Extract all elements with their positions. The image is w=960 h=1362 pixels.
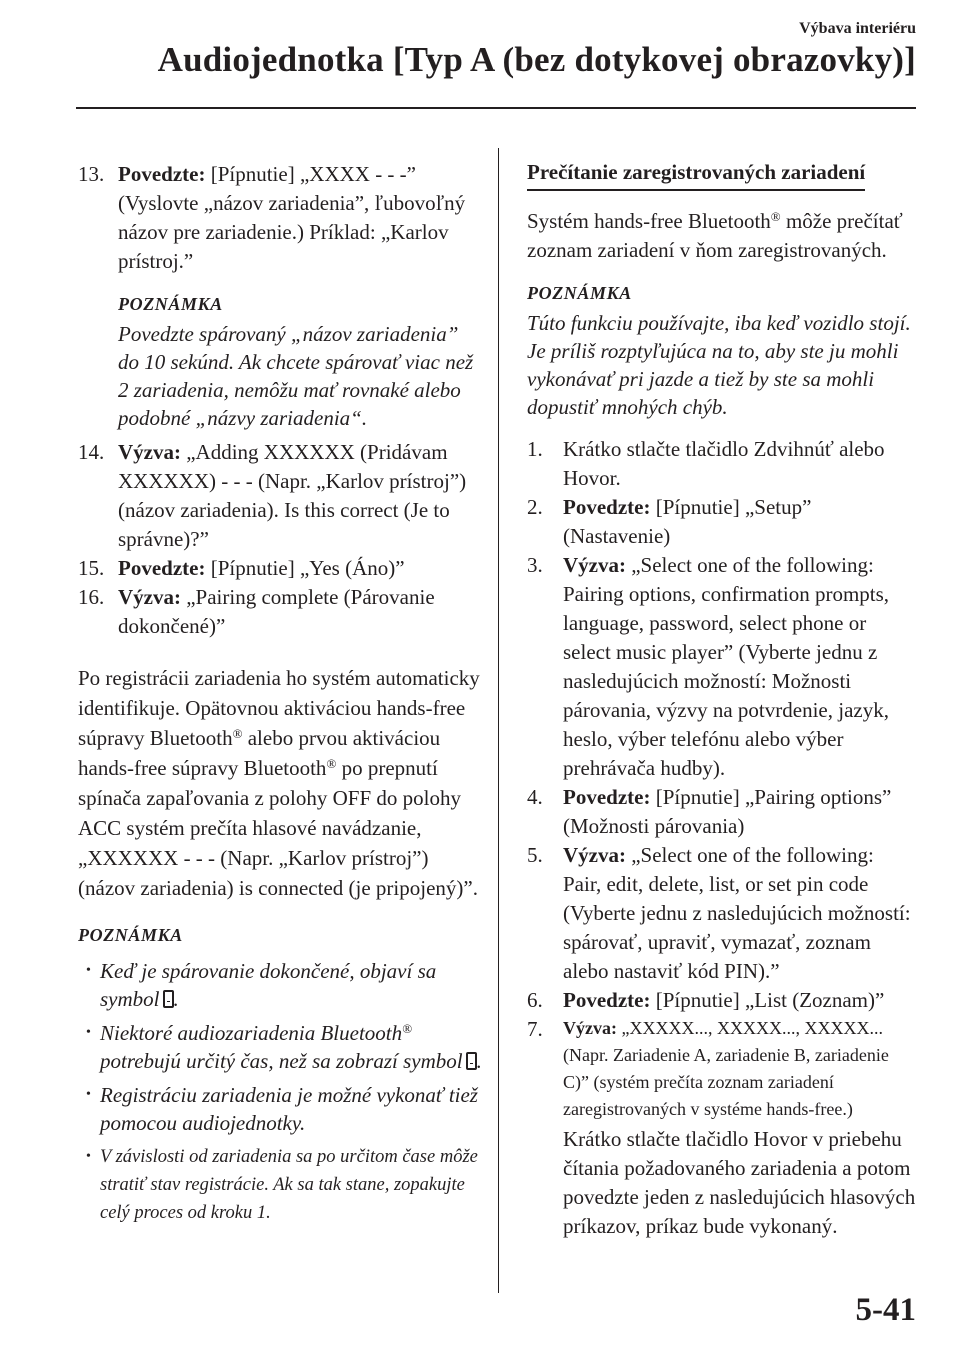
step-number: 5. — [527, 843, 543, 867]
step-4 — [527, 783, 917, 841]
step-number: 16. — [78, 585, 105, 609]
para-text: po prepnutí spínača zapaľovania z polohy OFF do polohy ACC systém prečíta hlasové navádzanie, „XXXXXX - - - (Napr. „Karlov prístroj”) (názov zariadenia) is connected (je pripojený)”. — [78, 756, 478, 900]
step-text: Krátko stlačte tlačidlo Zdvihnúť alebo Hovor. — [563, 437, 885, 490]
intro-paragraph — [527, 207, 917, 265]
section-title: Výbava interiéru — [799, 20, 916, 37]
step-text: „Select one of the following: Pair, edit, delete, list, or set pin code (Vyberte jednu z nasledujúcich možností: spárovať, upraviť, vymazať, zoznam alebo nastaviť kód PIN).” — [563, 843, 911, 983]
step-label: Výzva: — [118, 440, 181, 464]
step-label: Výzva: — [118, 585, 181, 609]
bullet-text: Keď je spárovanie dokončené, objaví sa symbol — [100, 959, 437, 1011]
bullet-text: Registráciu zariadenia je možné vykonať tiež pomocou audiojednotky. — [100, 1083, 478, 1135]
step-1 — [527, 435, 917, 493]
page-number: 5-41 — [855, 1292, 916, 1328]
bullet-text: Niektoré audiozariadenia Bluetooth — [100, 1021, 403, 1045]
step-number: 1. — [527, 437, 543, 461]
section-heading: Prečítanie zaregistrovaných zariadení — [527, 158, 865, 191]
bullet-text: V závislosti od zariadenia sa po určitom čase môže stratiť stav registrácie. Ak sa tak stane, zopakujte celý proces od kroku 1. — [100, 1147, 478, 1223]
note-text: Povedzte spárovaný „názov zariadenia” do 10 sekúnd. Ak chcete spárovať viac než 2 zariadenia, nemôžu mať rovnaké alebo podobné „názvy zariadenia“. — [118, 322, 474, 430]
note-bullet-list — [78, 957, 483, 1227]
step-number: 2. — [527, 495, 543, 519]
step-14 — [78, 438, 483, 554]
step-15 — [78, 554, 483, 583]
step-text: „Adding XXXXXX (Pridávam XXXXXX) - - - (Napr. „Karlov prístroj”) (názov zariadenia). Is this correct (Je to správne)?” — [118, 440, 467, 551]
note-text: Túto funkciu používajte, iba keď vozidlo stojí. Je príliš rozptyľujúca na to, aby ste ju mohli vykonávať pri jazde a tiež by ste sa mohli dopustiť mnohých chýb. — [527, 311, 911, 419]
note-registration — [78, 921, 483, 1227]
registered-mark: ® — [770, 209, 781, 224]
step-text: [Pípnutie] „Yes (Áno)” — [205, 556, 405, 580]
step-text: [Pípnutie] „XXXX - - -” (Vyslovte „názov zariadenia”, ľubovoľný názov pre zariadenie.) Príklad: „Karlov prístroj.” — [118, 162, 466, 273]
column-divider — [498, 148, 499, 1293]
note-title: POZNÁMKA — [527, 283, 632, 303]
registered-mark: ® — [326, 756, 337, 771]
phone-icon — [466, 1052, 477, 1070]
step-label: Povedzte: — [563, 495, 651, 519]
step-number: 4. — [527, 785, 543, 809]
step-text: „Select one of the following: Pairing options, confirmation prompts, language, password, select phone or select music player” (Vyberte jednu z nasledujúcich možností: Možnosti párovania, výzvy na potvrdenie, jazyk, heslo, výber telefónu alebo výber prehrávača hudby). — [563, 553, 890, 780]
steps-list — [527, 435, 917, 1241]
note-title: POZNÁMKA — [78, 925, 183, 945]
step-number: 15. — [78, 556, 105, 580]
step-text — [563, 1015, 917, 1123]
bullet-item: • Keď je spárovanie dokončené, objaví sa symbol . — [78, 957, 483, 1013]
left-column — [78, 160, 483, 1233]
step-label: Povedzte: — [563, 785, 651, 809]
note-title: POZNÁMKA — [118, 294, 223, 314]
step-5 — [527, 841, 917, 986]
page-title: Audiojednotka [Typ A (bez dotykovej obrazovky)] — [157, 40, 916, 79]
step-number: 13. — [78, 162, 105, 186]
right-column — [527, 158, 917, 1241]
step-number: 14. — [78, 440, 105, 464]
bullet-item — [78, 1081, 483, 1137]
step-7 — [527, 1015, 917, 1241]
note-usage — [527, 279, 917, 421]
step-6 — [527, 986, 917, 1015]
step-text: „XXXXX..., XXXXX..., XXXXX... (Napr. Zariadenie A, zariadenie B, zariadenie C)” (systém prečíta zoznam zariadení zaregistrovaných v systéme hands-free.) — [563, 1018, 889, 1119]
bullet-text: potrebujú určitý čas, než sa zobrazí symbol — [100, 1049, 463, 1073]
phone-icon — [163, 990, 174, 1008]
registered-mark: ® — [402, 1021, 413, 1036]
step-text: [Pípnutie] „Pairing options” (Možnosti párovania) — [563, 785, 892, 838]
header-divider — [76, 107, 916, 109]
step-text: [Pípnutie] „List (Zoznam)” — [650, 988, 885, 1012]
step-number: 6. — [527, 988, 543, 1012]
step-number: 3. — [527, 553, 543, 577]
bullet-item — [78, 1143, 483, 1227]
para-text: alebo prvou aktiváciou hands-free súpravy Bluetooth — [78, 726, 441, 780]
registration-paragraph — [78, 663, 483, 903]
step-number: 7. — [527, 1017, 543, 1041]
step-3 — [527, 551, 917, 783]
step-label: Povedzte: — [563, 988, 651, 1012]
step-text: Krátko stlačte tlačidlo Hovor v priebehu čítania požadovaného zariadenia a potom povedzte jeden z nasledujúcich hlasových príkazov, príkaz bude vykonaný. — [563, 1127, 916, 1238]
step-13 — [78, 160, 483, 276]
step-16 — [78, 583, 483, 641]
step-label: Povedzte: — [118, 162, 206, 186]
step-2 — [527, 493, 917, 551]
intro-text: môže prečítať zoznam zariadení v ňom zaregistrovaných. — [527, 209, 903, 262]
note-pairing-name — [78, 290, 483, 432]
step-label: Výzva: — [563, 553, 626, 577]
step-text: „Pairing complete (Párovanie dokončené)” — [118, 585, 435, 638]
step-label: Výzva: — [563, 843, 626, 867]
para-text: Po registrácii zariadenia ho systém automaticky identifikuje. Opätovnou aktiváciou hands-free súpravy Bluetooth — [78, 666, 480, 750]
registered-mark: ® — [232, 726, 243, 741]
intro-text: Systém hands-free Bluetooth — [527, 209, 771, 233]
step-label: Výzva: — [563, 1018, 617, 1038]
bullet-item: • Niektoré audiozariadenia Bluetooth® potrebujú určitý čas, než sa zobrazí symbol . — [78, 1019, 483, 1075]
step-text: [Pípnutie] „Setup” (Nastavenie) — [563, 495, 812, 548]
step-label: Povedzte: — [118, 556, 206, 580]
